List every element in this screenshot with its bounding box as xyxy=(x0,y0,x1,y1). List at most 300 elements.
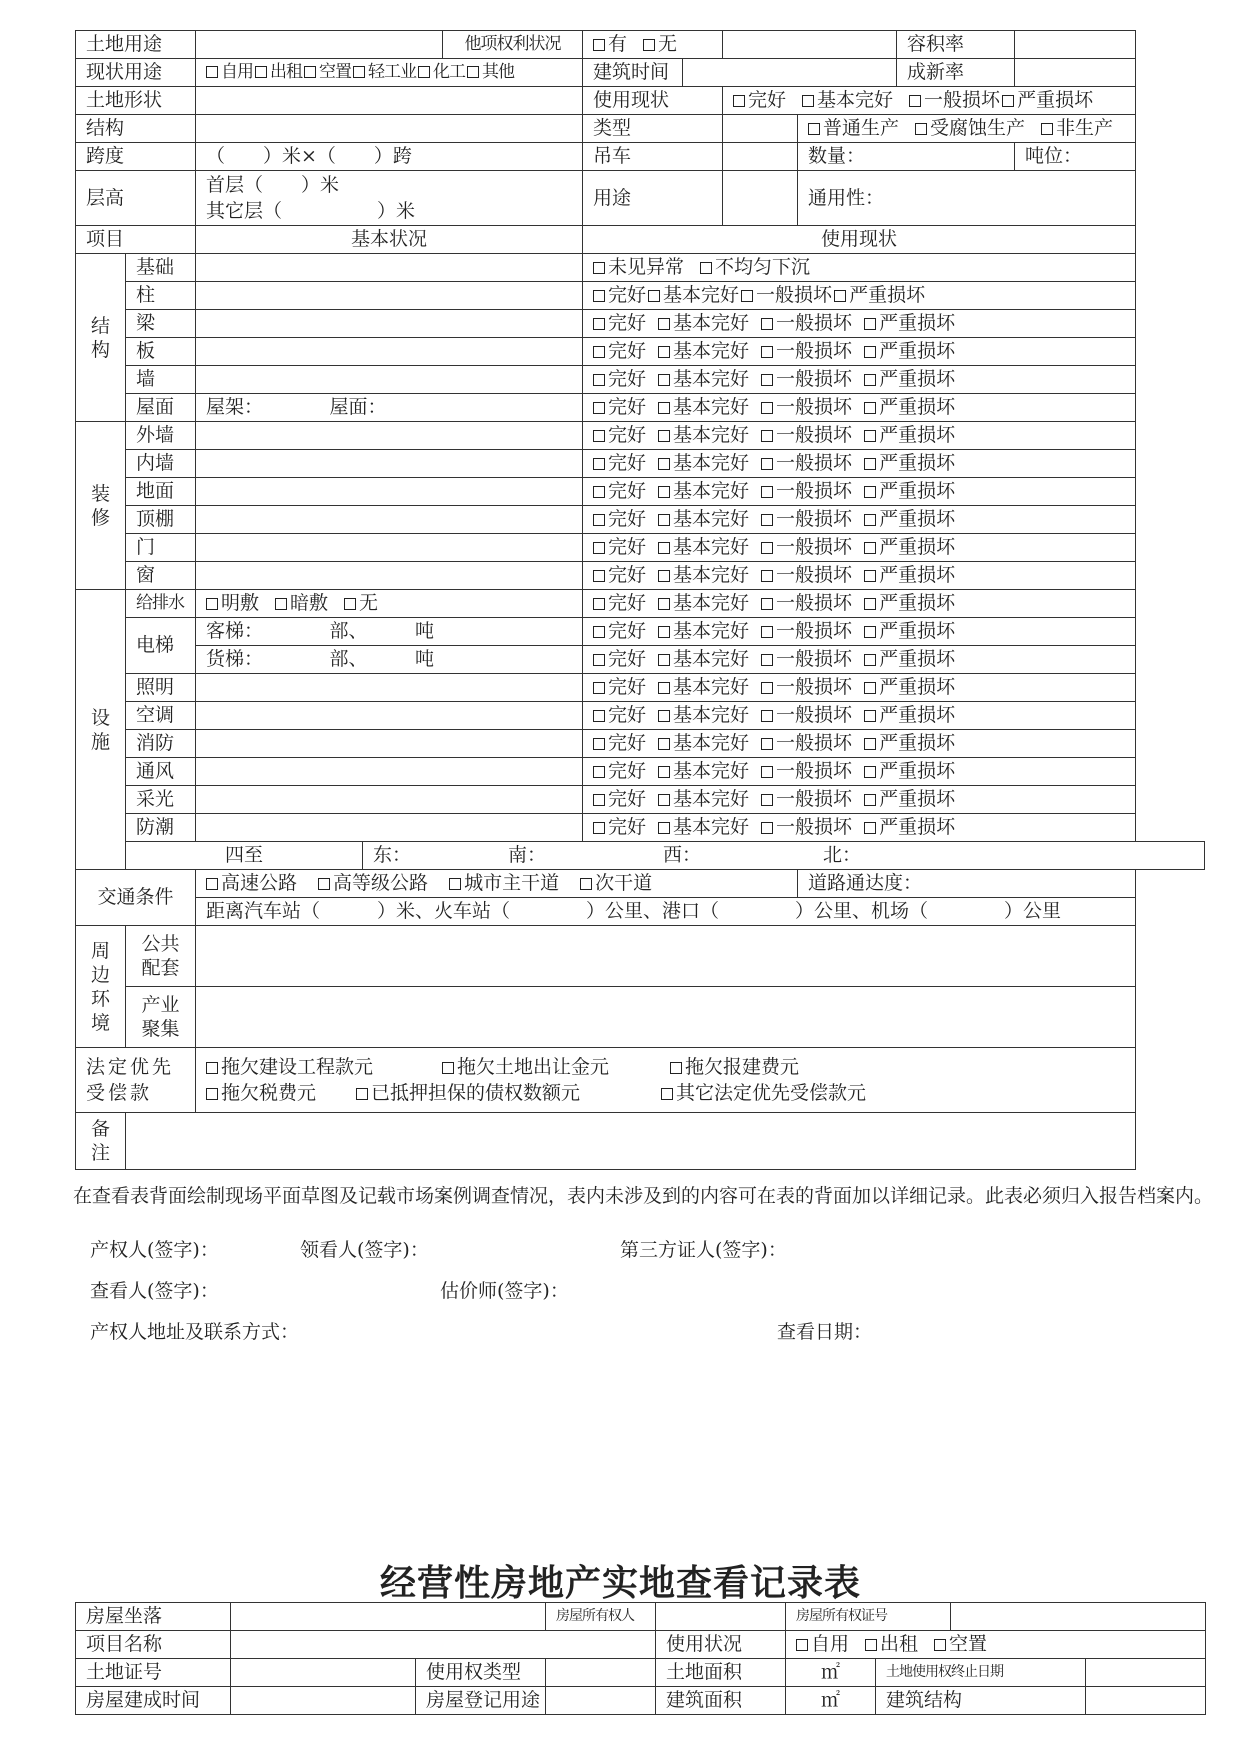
option-general-damage[interactable]: 一般损坏 xyxy=(761,592,852,614)
label-build-structure: 建筑结构 xyxy=(876,1687,1086,1715)
option-intact[interactable]: 完好 xyxy=(593,676,646,698)
option-intact[interactable]: 完好 xyxy=(593,536,646,558)
checkbox-icon xyxy=(761,402,773,414)
option-basically-intact[interactable]: 基本完好 xyxy=(658,368,749,390)
option-intact[interactable]: 完好 xyxy=(593,396,646,418)
option-intact[interactable]: 完好 xyxy=(593,732,646,754)
option-none[interactable]: 无 xyxy=(643,33,677,55)
option-basically-intact[interactable]: 基本完好 xyxy=(658,592,749,614)
label-ext-wall: 外墙 xyxy=(126,422,196,450)
field-fire[interactable] xyxy=(196,730,583,758)
option-intact[interactable]: 完好 xyxy=(593,704,646,726)
option-basically-intact[interactable]: 基本完好 xyxy=(658,760,749,782)
roof-status-options xyxy=(583,394,1136,422)
group-facilities: 设施 xyxy=(76,590,126,870)
checkbox-icon xyxy=(658,794,670,806)
checkbox-icon xyxy=(206,598,218,610)
label-land-area: 土地面积 xyxy=(656,1659,786,1687)
option-basically-intact[interactable]: 基本完好 xyxy=(658,424,749,446)
type-options xyxy=(798,115,1136,143)
checkbox-icon xyxy=(761,318,773,330)
option-general-damage[interactable]: 一般损坏 xyxy=(761,452,852,474)
checkbox-icon xyxy=(864,710,876,722)
option-intact[interactable]: 完好 xyxy=(593,452,646,474)
option-general-damage[interactable]: 一般损坏 xyxy=(761,424,852,446)
field-reg-use[interactable] xyxy=(546,1687,656,1715)
boundary-north: 北： xyxy=(823,844,862,866)
commercial-property-table xyxy=(75,1602,1206,1715)
option-severe-damage[interactable]: 严重损坏 xyxy=(864,508,955,530)
checkbox-icon xyxy=(761,766,773,778)
label-ventilation: 通风 xyxy=(126,758,196,786)
option-general-damage[interactable]: 一般损坏 xyxy=(761,732,852,754)
checkbox-icon xyxy=(658,514,670,526)
sig-contact[interactable]: 产权人地址及联系方式： xyxy=(90,1321,300,1343)
label-structure: 结构 xyxy=(76,115,196,143)
checkbox-icon xyxy=(658,822,670,834)
field-boundary[interactable] xyxy=(363,842,1205,870)
option-basically-intact[interactable]: 基本完好 xyxy=(658,340,749,362)
checkbox-icon xyxy=(796,1639,808,1651)
option-basically-intact[interactable]: 基本完好 xyxy=(648,284,739,306)
field-industry-cluster[interactable] xyxy=(196,987,1136,1048)
ac-status-options xyxy=(583,702,1136,730)
field-structure[interactable] xyxy=(196,115,583,143)
label-location: 房屋坐落 xyxy=(76,1603,231,1631)
option-vacant2[interactable]: 空置 xyxy=(934,1633,987,1655)
label-window: 窗 xyxy=(126,562,196,590)
checkbox-icon xyxy=(353,66,365,78)
option-intact[interactable]: 完好 xyxy=(593,564,646,586)
option-general-damage[interactable]: 一般损坏 xyxy=(761,816,852,838)
label-land-term: 土地使用权终止日期 xyxy=(876,1659,1086,1687)
checkbox-icon xyxy=(934,1639,946,1651)
option-self-use[interactable]: 自用 xyxy=(206,62,253,82)
field-remark[interactable] xyxy=(126,1113,1136,1170)
field-freight-elevator[interactable]: 货梯： 部、 吨 xyxy=(196,646,583,674)
field-land-term[interactable] xyxy=(1086,1659,1206,1687)
checkbox-icon xyxy=(761,542,773,554)
option-severe-damage[interactable]: 严重损坏 xyxy=(864,732,955,754)
option-severe-damage[interactable]: 严重损坏 xyxy=(864,760,955,782)
option-intact[interactable]: 完好 xyxy=(593,340,646,362)
field-wall[interactable] xyxy=(196,366,583,394)
field-passenger-elevator[interactable]: 客梯： 部、 吨 xyxy=(196,618,583,646)
option-highgrade-road[interactable]: 高等级公路 xyxy=(318,872,428,894)
label-crane: 吊车 xyxy=(583,143,723,171)
label-build-area: 建筑面积 xyxy=(656,1687,786,1715)
option-basically-intact[interactable]: 基本完好 xyxy=(658,620,749,642)
checkbox-icon xyxy=(593,346,605,358)
checkbox-icon xyxy=(593,766,605,778)
checkbox-icon xyxy=(864,542,876,554)
int-wall-status-options xyxy=(583,450,1136,478)
checkbox-icon xyxy=(593,430,605,442)
field-type-blank[interactable] xyxy=(723,115,798,143)
checkbox-icon xyxy=(761,514,773,526)
field-door[interactable] xyxy=(196,534,583,562)
option-main-road[interactable]: 城市主干道 xyxy=(449,872,559,894)
checkbox-icon xyxy=(761,654,773,666)
field-column[interactable] xyxy=(196,282,583,310)
checkbox-icon xyxy=(808,123,820,135)
field-build-time[interactable] xyxy=(683,59,897,87)
label-current-use: 现状用途 xyxy=(76,59,196,87)
checkbox-icon xyxy=(658,626,670,638)
option-severe-damage[interactable]: 严重损坏 xyxy=(834,284,925,306)
column-status-options xyxy=(583,282,1136,310)
option-severe-damage[interactable]: 严重损坏 xyxy=(864,536,955,558)
option-severe-damage[interactable]: 严重损坏 xyxy=(864,620,955,642)
label-owner: 房屋所有权人 xyxy=(546,1603,656,1631)
option-other[interactable]: 其他 xyxy=(467,62,514,82)
checkbox-icon xyxy=(593,486,605,498)
label-purpose: 用途 xyxy=(583,171,723,226)
checkbox-icon xyxy=(593,262,605,274)
option-severe-damage[interactable]: 严重损坏 xyxy=(864,396,955,418)
option-tax-arrears[interactable]: 拖欠税费元 xyxy=(206,1080,356,1106)
sig-appraiser[interactable]: 估价师(签字)： xyxy=(440,1280,569,1302)
sig-guide[interactable]: 领看人(签字)： xyxy=(300,1239,429,1261)
field-land-use[interactable] xyxy=(196,31,443,59)
label-int-wall: 内墙 xyxy=(126,450,196,478)
field-moisture[interactable] xyxy=(196,814,583,842)
label-span: 跨度 xyxy=(76,143,196,171)
label-remark: 备注 xyxy=(76,1113,126,1170)
boundary-west: 西： xyxy=(663,844,702,866)
option-construction-arrears[interactable]: 拖欠建设工程款元 xyxy=(206,1054,442,1080)
checkbox-icon xyxy=(761,430,773,442)
option-intact[interactable]: 完好 xyxy=(733,89,786,111)
option-severe-damage[interactable]: 严重损坏 xyxy=(864,480,955,502)
option-severe-damage[interactable]: 严重损坏 xyxy=(864,704,955,726)
checkbox-icon xyxy=(648,290,660,302)
option-corrosive-production[interactable]: 受腐蚀生产 xyxy=(915,117,1025,139)
option-intact[interactable]: 完好 xyxy=(593,424,646,446)
option-basically-intact[interactable]: 基本完好 xyxy=(658,816,749,838)
header-usage-status: 使用现状 xyxy=(583,226,1136,254)
option-general-damage[interactable]: 一般损坏 xyxy=(761,396,852,418)
option-general-damage[interactable]: 一般损坏 xyxy=(761,340,852,362)
option-general-damage[interactable]: 一般损坏 xyxy=(741,284,832,306)
option-intact[interactable]: 完好 xyxy=(593,592,646,614)
label-build-time2: 房屋建成时间 xyxy=(76,1687,231,1715)
field-crane-tonnage[interactable]: 吨位： xyxy=(1015,143,1136,171)
group-decoration: 装修 xyxy=(76,422,126,590)
group-surroundings: 周边环境 xyxy=(76,926,126,1048)
field-crane-qty[interactable]: 数量： xyxy=(798,143,1015,171)
boundary-south: 南： xyxy=(508,844,547,866)
option-severe-damage[interactable]: 严重损坏 xyxy=(864,816,955,838)
option-severe-damage[interactable]: 严重损坏 xyxy=(864,368,955,390)
option-normal-production[interactable]: 普通生产 xyxy=(808,117,899,139)
checkbox-icon xyxy=(255,66,267,78)
option-intact[interactable]: 完好 xyxy=(593,480,646,502)
sig-witness[interactable]: 第三方证人(签字)： xyxy=(620,1239,787,1261)
option-general-damage[interactable]: 一般损坏 xyxy=(761,676,852,698)
label-build-time: 建筑时间 xyxy=(583,59,683,87)
option-expressway[interactable]: 高速公路 xyxy=(206,872,297,894)
sig-date[interactable]: 查看日期： xyxy=(777,1321,873,1343)
field-ceiling[interactable] xyxy=(196,506,583,534)
option-basically-intact[interactable]: 基本完好 xyxy=(658,648,749,670)
checkbox-icon xyxy=(864,766,876,778)
field-road-access[interactable]: 道路通达度： xyxy=(798,870,1136,898)
passenger-elevator-status-options xyxy=(583,618,1136,646)
group-structure: 结构 xyxy=(76,254,126,422)
option-intact[interactable]: 完好 xyxy=(593,312,646,334)
field-distance[interactable]: 距离汽车站（ ）米、火车站（ ）公里、港口（ ）公里、机场（ ）公里 xyxy=(196,898,1136,926)
option-severe-damage[interactable]: 严重损坏 xyxy=(864,592,955,614)
option-basically-intact[interactable]: 基本完好 xyxy=(658,676,749,698)
label-use-status2: 使用状况 xyxy=(656,1631,786,1659)
checkbox-icon xyxy=(761,570,773,582)
checkbox-icon xyxy=(658,682,670,694)
option-intact[interactable]: 完好 xyxy=(593,760,646,782)
option-severe-damage[interactable]: 严重损坏 xyxy=(864,564,955,586)
field-window[interactable] xyxy=(196,562,583,590)
option-concealed[interactable]: 暗敷 xyxy=(275,592,328,614)
field-right-type[interactable] xyxy=(546,1659,656,1687)
field-newness[interactable] xyxy=(1015,59,1136,87)
option-none-plumbing[interactable]: 无 xyxy=(344,592,378,614)
checkbox-icon xyxy=(658,766,670,778)
option-secondary-road[interactable]: 次干道 xyxy=(580,872,652,894)
checkbox-icon xyxy=(643,39,655,51)
label-ceiling: 顶棚 xyxy=(126,506,196,534)
option-basically-intact[interactable]: 基本完好 xyxy=(802,89,893,111)
option-severe-damage[interactable]: 严重损坏 xyxy=(864,788,955,810)
label-land-use: 土地用途 xyxy=(76,31,196,59)
checkbox-icon xyxy=(593,542,605,554)
option-basically-intact[interactable]: 基本完好 xyxy=(658,480,749,502)
option-basically-intact[interactable]: 基本完好 xyxy=(658,452,749,474)
label-cert: 房屋所有权证号 xyxy=(786,1603,951,1631)
checkbox-icon xyxy=(275,598,287,610)
option-uneven-settlement[interactable]: 不均匀下沉 xyxy=(700,256,810,278)
option-severe-damage[interactable]: 严重损坏 xyxy=(864,340,955,362)
option-intact[interactable]: 完好 xyxy=(593,816,646,838)
option-intact[interactable]: 完好 xyxy=(593,620,646,642)
option-other-priority[interactable]: 其它法定优先受偿款元 xyxy=(661,1082,866,1104)
field-build-structure[interactable] xyxy=(1086,1687,1206,1715)
option-severe-damage[interactable]: 严重损坏 xyxy=(864,452,955,474)
checkbox-icon xyxy=(761,626,773,638)
unit-land-area: ㎡ xyxy=(786,1659,876,1687)
plumbing-status-options xyxy=(583,590,1136,618)
option-intact[interactable]: 完好 xyxy=(593,284,646,306)
checkbox-icon xyxy=(593,290,605,302)
option-land-fee-arrears[interactable]: 拖欠土地出让金元 xyxy=(442,1054,670,1080)
field-generality[interactable]: 通用性： xyxy=(798,171,1136,226)
label-foundation: 基础 xyxy=(126,254,196,282)
checkbox-icon xyxy=(909,95,921,107)
field-cert[interactable] xyxy=(951,1603,1206,1631)
checkbox-icon xyxy=(593,402,605,414)
checkbox-icon xyxy=(761,822,773,834)
form-note: 在查看表背面绘制现场平面草图及记载市场案例调查情况，表内未涉及到的内容可在表的背面加以详细记录。此表必须归入报告档案内。 xyxy=(73,1185,1214,1207)
checkbox-icon xyxy=(593,794,605,806)
checkbox-icon xyxy=(761,738,773,750)
checkbox-icon xyxy=(761,486,773,498)
label-traffic: 交通条件 xyxy=(76,870,196,926)
field-public-facilities[interactable] xyxy=(196,926,1136,987)
option-basically-intact[interactable]: 基本完好 xyxy=(658,564,749,586)
option-basically-intact[interactable]: 基本完好 xyxy=(658,732,749,754)
field-floor[interactable] xyxy=(196,478,583,506)
sig-inspector[interactable]: 查看人(签字)： xyxy=(90,1280,219,1302)
field-build-time2[interactable] xyxy=(231,1687,416,1715)
option-permit-fee-arrears[interactable]: 拖欠报建费元 xyxy=(670,1056,799,1078)
inspection-form-upper xyxy=(75,30,1205,1170)
lighting-status-options xyxy=(583,674,1136,702)
checkbox-icon xyxy=(344,598,356,610)
checkbox-icon xyxy=(658,458,670,470)
checkbox-icon xyxy=(593,318,605,330)
option-basically-intact[interactable]: 基本完好 xyxy=(658,396,749,418)
option-severe-damage[interactable]: 严重损坏 xyxy=(864,676,955,698)
checkbox-icon xyxy=(864,598,876,610)
option-basically-intact[interactable]: 基本完好 xyxy=(658,508,749,530)
field-land-shape[interactable] xyxy=(196,87,583,115)
option-general-damage[interactable]: 一般损坏 xyxy=(761,508,852,530)
checkbox-icon xyxy=(864,822,876,834)
option-intact[interactable]: 完好 xyxy=(593,788,646,810)
option-basically-intact[interactable]: 基本完好 xyxy=(658,536,749,558)
slab-status-options xyxy=(583,338,1136,366)
checkbox-icon xyxy=(593,458,605,470)
option-light-industry[interactable]: 轻工业 xyxy=(353,62,416,82)
checkbox-icon xyxy=(304,66,316,78)
field-slab[interactable] xyxy=(196,338,583,366)
label-roof: 屋面 xyxy=(126,394,196,422)
foundation-options xyxy=(583,254,1136,282)
option-vacant[interactable]: 空置 xyxy=(304,62,351,82)
field-daylight[interactable] xyxy=(196,786,583,814)
option-general-damage[interactable]: 一般损坏 xyxy=(909,89,1000,111)
field-int-wall[interactable] xyxy=(196,450,583,478)
option-general-damage[interactable]: 一般损坏 xyxy=(761,564,852,586)
option-no-anomaly[interactable]: 未见异常 xyxy=(593,256,684,278)
field-roof[interactable]: 屋架： 屋面： xyxy=(196,394,583,422)
field-floor-height[interactable]: 首层（ ）米 其它层（ ）米 xyxy=(196,171,583,226)
option-self-use2[interactable]: 自用 xyxy=(796,1633,849,1655)
option-general-damage[interactable]: 一般损坏 xyxy=(761,788,852,810)
checkbox-icon xyxy=(658,542,670,554)
option-intact[interactable]: 完好 xyxy=(593,508,646,530)
sig-owner[interactable]: 产权人(签字)： xyxy=(90,1239,219,1261)
label-other-rights: 他项权利状况 xyxy=(443,31,583,59)
label-fire: 消防 xyxy=(126,730,196,758)
field-foundation[interactable] xyxy=(196,254,583,282)
field-purpose[interactable] xyxy=(723,171,798,226)
option-severe-damage[interactable]: 严重损坏 xyxy=(864,424,955,446)
ext-wall-status-options xyxy=(583,422,1136,450)
field-beam[interactable] xyxy=(196,310,583,338)
option-rent[interactable]: 出租 xyxy=(255,62,302,82)
checkbox-icon xyxy=(761,794,773,806)
checkbox-icon xyxy=(467,66,479,78)
option-basically-intact[interactable]: 基本完好 xyxy=(658,312,749,334)
label-ac: 空调 xyxy=(126,702,196,730)
option-intact[interactable]: 完好 xyxy=(593,648,646,670)
option-general-damage[interactable]: 一般损坏 xyxy=(761,620,852,642)
field-project[interactable] xyxy=(231,1631,656,1659)
option-rent2[interactable]: 出租 xyxy=(865,1633,918,1655)
option-general-damage[interactable]: 一般损坏 xyxy=(761,536,852,558)
label-reg-use: 房屋登记用途 xyxy=(416,1687,546,1715)
boundary-east: 东： xyxy=(373,844,412,866)
label-door: 门 xyxy=(126,534,196,562)
option-basically-intact[interactable]: 基本完好 xyxy=(658,788,749,810)
option-mortgage-claims[interactable]: 已抵押担保的债权数额元 xyxy=(356,1080,661,1106)
option-severe-damage[interactable]: 严重损坏 xyxy=(1002,89,1093,111)
option-general-damage[interactable]: 一般损坏 xyxy=(761,312,852,334)
label-wall: 墙 xyxy=(126,366,196,394)
label-newness: 成新率 xyxy=(897,59,1015,87)
checkbox-icon xyxy=(661,1088,673,1100)
ventilation-status-options xyxy=(583,758,1136,786)
label-moisture: 防潮 xyxy=(126,814,196,842)
option-general-damage[interactable]: 一般损坏 xyxy=(761,704,852,726)
option-non-production[interactable]: 非生产 xyxy=(1041,117,1113,139)
label-beam: 梁 xyxy=(126,310,196,338)
checkbox-icon xyxy=(658,738,670,750)
checkbox-icon xyxy=(206,1062,218,1074)
checkbox-icon xyxy=(593,822,605,834)
option-intact[interactable]: 完好 xyxy=(593,368,646,390)
field-location[interactable] xyxy=(231,1603,546,1631)
checkbox-icon xyxy=(449,878,461,890)
option-general-damage[interactable]: 一般损坏 xyxy=(761,480,852,502)
option-has[interactable]: 有 xyxy=(593,33,627,55)
field-owner[interactable] xyxy=(656,1603,786,1631)
checkbox-icon xyxy=(834,290,846,302)
checkbox-icon xyxy=(700,262,712,274)
checkbox-icon xyxy=(864,458,876,470)
checkbox-icon xyxy=(356,1088,368,1100)
field-crane-blank[interactable] xyxy=(723,143,798,171)
use-status-options xyxy=(723,87,1136,115)
field-ext-wall[interactable] xyxy=(196,422,583,450)
option-general-damage[interactable]: 一般损坏 xyxy=(761,368,852,390)
option-severe-damage[interactable]: 严重损坏 xyxy=(864,312,955,334)
priority-claims-options xyxy=(196,1048,1136,1113)
label-floor: 地面 xyxy=(126,478,196,506)
checkbox-icon xyxy=(593,514,605,526)
option-general-damage[interactable]: 一般损坏 xyxy=(761,648,852,670)
property-inspection-table xyxy=(75,30,1205,1170)
checkbox-icon xyxy=(442,1062,454,1074)
option-basically-intact[interactable]: 基本完好 xyxy=(658,704,749,726)
option-exposed[interactable]: 明敷 xyxy=(206,592,259,614)
checkbox-icon xyxy=(915,123,927,135)
option-general-damage[interactable]: 一般损坏 xyxy=(761,760,852,782)
option-severe-damage[interactable]: 严重损坏 xyxy=(864,648,955,670)
field-far[interactable] xyxy=(1015,31,1136,59)
field-lighting[interactable] xyxy=(196,674,583,702)
field-ac[interactable] xyxy=(196,702,583,730)
field-other-rights-blank[interactable] xyxy=(723,31,897,59)
field-land-cert[interactable] xyxy=(231,1659,416,1687)
form2-title: 经营性房地产实地查看记录表 xyxy=(379,1562,861,1604)
checkbox-icon xyxy=(733,95,745,107)
option-chemical[interactable]: 化工 xyxy=(418,62,465,82)
door-status-options xyxy=(583,534,1136,562)
field-ventilation[interactable] xyxy=(196,758,583,786)
field-span[interactable]: （ ）米×（ ）跨 xyxy=(196,143,583,171)
plumbing-options xyxy=(196,590,583,618)
